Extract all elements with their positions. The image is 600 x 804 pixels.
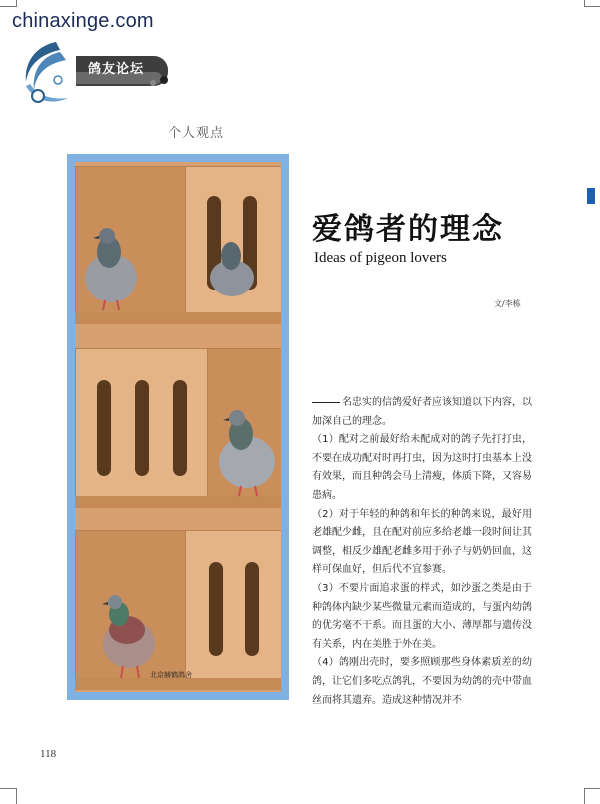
paragraph: （3）不要片面追求蛋的样式，如沙蛋之类是由于种鸽体内缺少某些微量元素而造成的，与蛋内幼鸽的优劣毫不干系。而且蛋的大小、薄厚都与遗传没有关系，内在美胜于外在美。 — [312, 582, 532, 650]
paragraph: （4）鸽刚出壳时，要多照顾那些身体素质差的幼鸽，让它们多吃点鸽乳，不要因为幼鸽的壳中带血丝而将其遗弃。造成这种情况并不 — [312, 657, 532, 706]
loft-slot — [135, 380, 149, 476]
pigeon-icon — [81, 222, 141, 312]
loft-shelf — [75, 312, 281, 324]
pigeon-icon — [97, 590, 159, 680]
loft-slot — [245, 562, 259, 656]
article-subtitle-en: Ideas of pigeon lovers — [314, 250, 447, 266]
decor-dot — [160, 76, 168, 84]
column-label: 个人观点 — [168, 126, 225, 141]
paragraph-text: 名忠实的信鸽爱好者应该知道以下内容，以加深自己的理念。 — [312, 397, 532, 427]
loft-box — [185, 530, 281, 688]
article-body — [312, 394, 532, 710]
paragraph — [312, 394, 532, 431]
page-number: 118 — [40, 748, 57, 760]
paragraph: （1）配对之前最好给未配成对的鸽子先打打虫，不要在成功配对时再打虫，因为这时打虫基本上没有效果，而且种鸽会马上清瘦，体质下降，又容易患病。 — [312, 434, 532, 501]
loft-slot — [97, 380, 111, 476]
article-title: 爱鸽者的理念 — [312, 212, 504, 247]
photo-content — [75, 162, 281, 692]
crop-mark — [584, 788, 585, 804]
paragraph: （2）对于年轻的种鸽和年长的种鸽来说，最好用老雄配少雌，且在配对前应多给老雄一段时间让其调整，相反少雄配老雌多用于孙子与奶奶回血，这样可保血好，但后代不宜参赛。 — [312, 508, 532, 576]
side-tab-marker — [587, 188, 595, 204]
crop-mark — [0, 788, 16, 789]
crop-mark — [584, 0, 585, 7]
loft-slot — [173, 380, 187, 476]
crop-mark — [0, 6, 16, 7]
crop-mark — [584, 788, 600, 789]
loft-slot — [209, 562, 223, 656]
crop-mark — [16, 788, 17, 804]
pigeon-icon — [205, 234, 259, 298]
pigeon-wing-logo-icon — [16, 36, 78, 110]
article-author: 文/李栋 — [494, 299, 521, 308]
crop-mark — [584, 6, 600, 7]
pigeon-loft-photo — [67, 154, 289, 700]
pigeon-icon — [215, 402, 279, 498]
crop-mark — [16, 0, 17, 7]
decor-dot — [150, 80, 156, 86]
photo-credit: 北京赫鹤鸽舍 — [150, 671, 192, 679]
lead-rule — [312, 402, 340, 403]
site-watermark: chinaxinge.com — [12, 10, 154, 32]
section-title: 鸽友论坛 — [88, 62, 145, 77]
